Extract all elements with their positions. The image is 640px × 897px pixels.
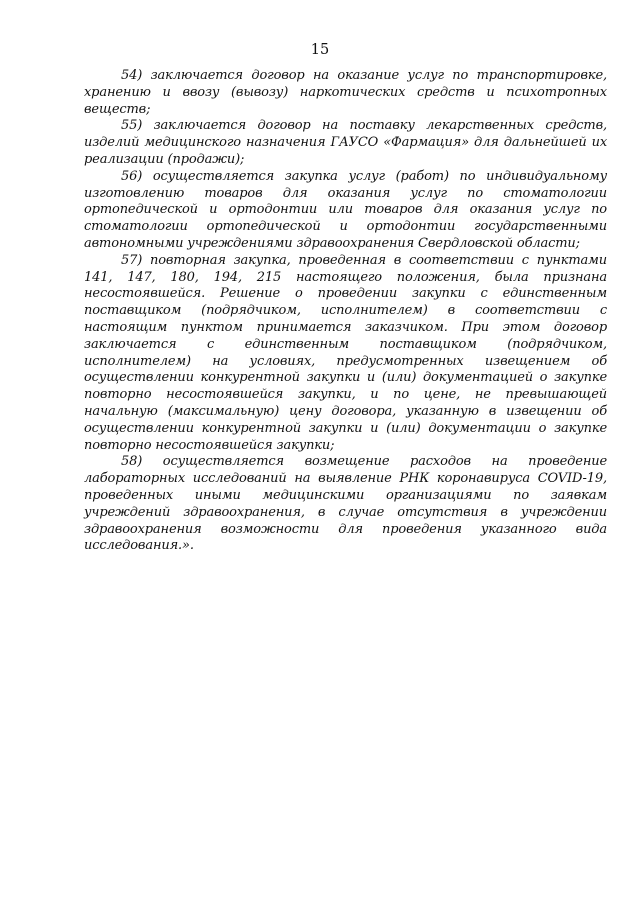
- paragraph-item-54: 54) заключается договор на оказание услуг по транспортировке, хранению и ввозу (вывозу) наркотических средств и психотропных веществ;: [84, 68, 607, 117]
- paragraph-item-57: 57) повторная закупка, проведенная в соответствии с пунктами 141, 147, 180, 194, 215 настоящего положения, была признана несостоявшейся. Решение о проведении закупки с единственным поставщиком (подрядчиком, исполнителем) в соответствии с настоящим пунктом принимается заказчиком. При этом договор заключается с единственным поставщиком (подрядчиком, исполнителем) на условиях, предусмотренных извещением об осуществлении конкурентной закупки и (или) документацией о закупке повторно несостоявшейся закупки, и по цене, не превышающей начальную (максимальную) цену договора, указанную в извещении об осуществлении конкурентной закупки и (или) документации о закупке повторно несостоявшейся закупки;: [84, 252, 607, 453]
- document-body: [84, 68, 607, 555]
- page-number: 15: [310, 42, 330, 58]
- paragraph-item-56: 56) осуществляется закупка услуг (работ) по индивидуальному изготовлению товаров для оказания услуг по стоматологии ортопедической и ортодонтии или товаров для оказания услуг по стоматологии ортопедической и ортодонтии государственными автономными учреждениями здравоохранения Свердловской области;: [84, 168, 607, 251]
- paragraph-item-58: 58) осуществляется возмещение расходов на проведение лабораторных исследований на выявление РНК коронавируса COVID-19, проведенных иными медицинскими организациями по заявкам учреждений здравоохранения, в случае отсутствия в учреждении здравоохранения возможности для проведения указанного вида исследования.».: [84, 454, 607, 554]
- paragraph-item-55: 55) заключается договор на поставку лекарственных средств, изделий медицинского назначения ГАУСО «Фармация» для дальнейшей их реализации (продажи);: [84, 118, 607, 167]
